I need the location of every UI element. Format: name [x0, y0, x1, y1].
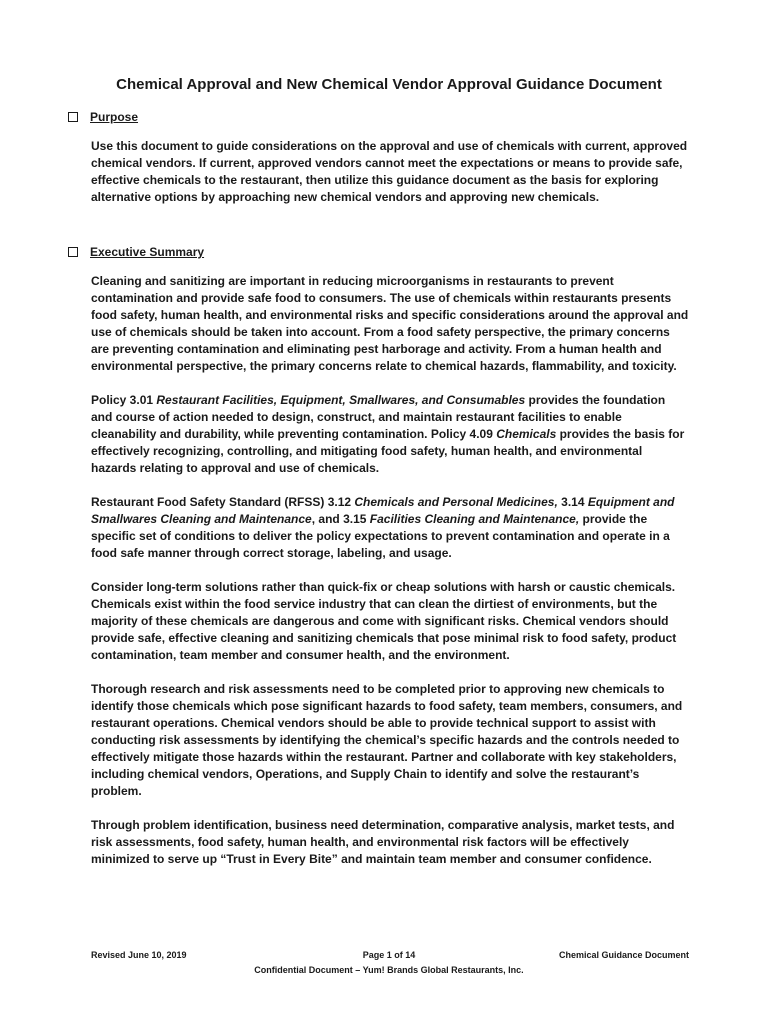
executive-summary-heading-text: Executive Summary	[90, 245, 205, 259]
purpose-heading	[68, 110, 138, 124]
p2-text-c: provides the foundation and course of action needed to design, construct, and maintain restaurant facilities to enable cleanability and durability, while preventing contamination. Policy 4.09	[91, 393, 666, 441]
footer-confidential: Confidential Document – Yum! Brands Global Restaurants, Inc.	[254, 965, 524, 975]
p2-policy-title-chemicals: Chemicals	[496, 427, 557, 441]
p3-text-c: 3.14	[557, 495, 588, 509]
document-title: Chemical Approval and New Chemical Vendor Approval Guidance Document	[116, 76, 662, 93]
p3-text-g: provide the specific set of conditions to deliver the policy expectations to prevent contamination and operate in a food safe manner through correct storage, labeling, and usage.	[91, 512, 670, 560]
footer-doc-name: Chemical Guidance Document	[558, 950, 689, 960]
p3-text-e: , and 3.15	[311, 512, 370, 526]
exec-summary-paragraph-3	[91, 494, 689, 562]
footer-revised-date: Revised June 10, 2019	[91, 950, 187, 960]
exec-summary-paragraph-5: Thorough research and risk assessments need to be completed prior to approving new chemicals to identify those chemicals which pose significant hazards to food safety, team members, consumers, and restaurant operations. Chemical vendors should be able to provide technical support to assist with conducting risk assessments by identifying the chemical’s specific hazards and the controls needed to effectively mitigate those hazards within the restaurant. Partner and collaborate with key stakeholders, including chemical vendors, Operations, and Supply Chain to identify and solve the restaurant’s problem.	[91, 682, 683, 798]
p3-standard-title-equipment: Equipment and Smallwares Cleaning and Maintenance	[91, 495, 675, 526]
p2-policy-title-facilities: Restaurant Facilities, Equipment, Smallwares, and Consumables	[156, 393, 526, 407]
p2-text-e: provides the basis for effectively recognizing, controlling, and mitigating food safety, human health, and environmental hazards relating to approval and use of chemicals.	[91, 427, 685, 475]
p3-standard-title-chemicals: Chemicals and Personal Medicines,	[354, 495, 558, 509]
purpose-paragraph: Use this document to guide considerations on the approval and use of chemicals with current, approved chemical vendors. If current, approved vendors cannot meet the expectations or means to provide safe, effective chemicals to the restaurant, then utilize this guidance document as the basis for exploring alternative options by approaching new chemical vendors and approving new chemicals.	[91, 139, 688, 204]
exec-summary-paragraph-1: Cleaning and sanitizing are important in reducing microorganisms in restaurants to prevent contamination and provide safe food to consumers. The use of chemicals within restaurants presents food safety, human health, and environmental risks and specific considerations around the approval and use of chemicals should be taken into account. From a food safety perspective, the primary concerns are preventing contamination and eliminating pest harborage and activity. From a human health and environmental perspective, the primary concerns relate to chemical hazards, flammability, and toxicity.	[91, 274, 689, 373]
purpose-heading-text: Purpose	[90, 110, 139, 124]
executive-summary-heading	[68, 245, 204, 259]
exec-summary-paragraph-6: Through problem identification, business need determination, comparative analysis, market tests, and risk assessments, food safety, human health, and environmental risk factors will be effectively minimized to serve up “Trust in Every Bite” and maintain team member and consumer confidence.	[91, 818, 675, 866]
exec-summary-paragraph-2	[91, 392, 689, 477]
executive-summary-body	[91, 273, 689, 885]
executive-summary-checkbox[interactable]	[68, 247, 78, 257]
purpose-checkbox[interactable]	[68, 112, 78, 122]
exec-summary-paragraph-4: Consider long-term solutions rather than quick-fix or cheap solutions with harsh or caustic chemicals. Chemicals exist within the food service industry that can clean the dirtiest of environments, but the majority of these chemicals are dangerous and come with significant risks. Chemical vendors should provide safe, effective cleaning and sanitizing chemicals that pose minimal risk to food safety, product contamination, team member and consumer health, and the environment.	[91, 580, 677, 662]
footer-page-number: Page 1 of 14	[362, 950, 416, 960]
p3-text-a: Restaurant Food Safety Standard (RFSS) 3.12	[91, 495, 355, 509]
p2-text-a: Policy 3.01	[91, 393, 157, 407]
p3-standard-title-facilities: Facilities Cleaning and Maintenance,	[369, 512, 580, 526]
purpose-body	[91, 138, 689, 223]
